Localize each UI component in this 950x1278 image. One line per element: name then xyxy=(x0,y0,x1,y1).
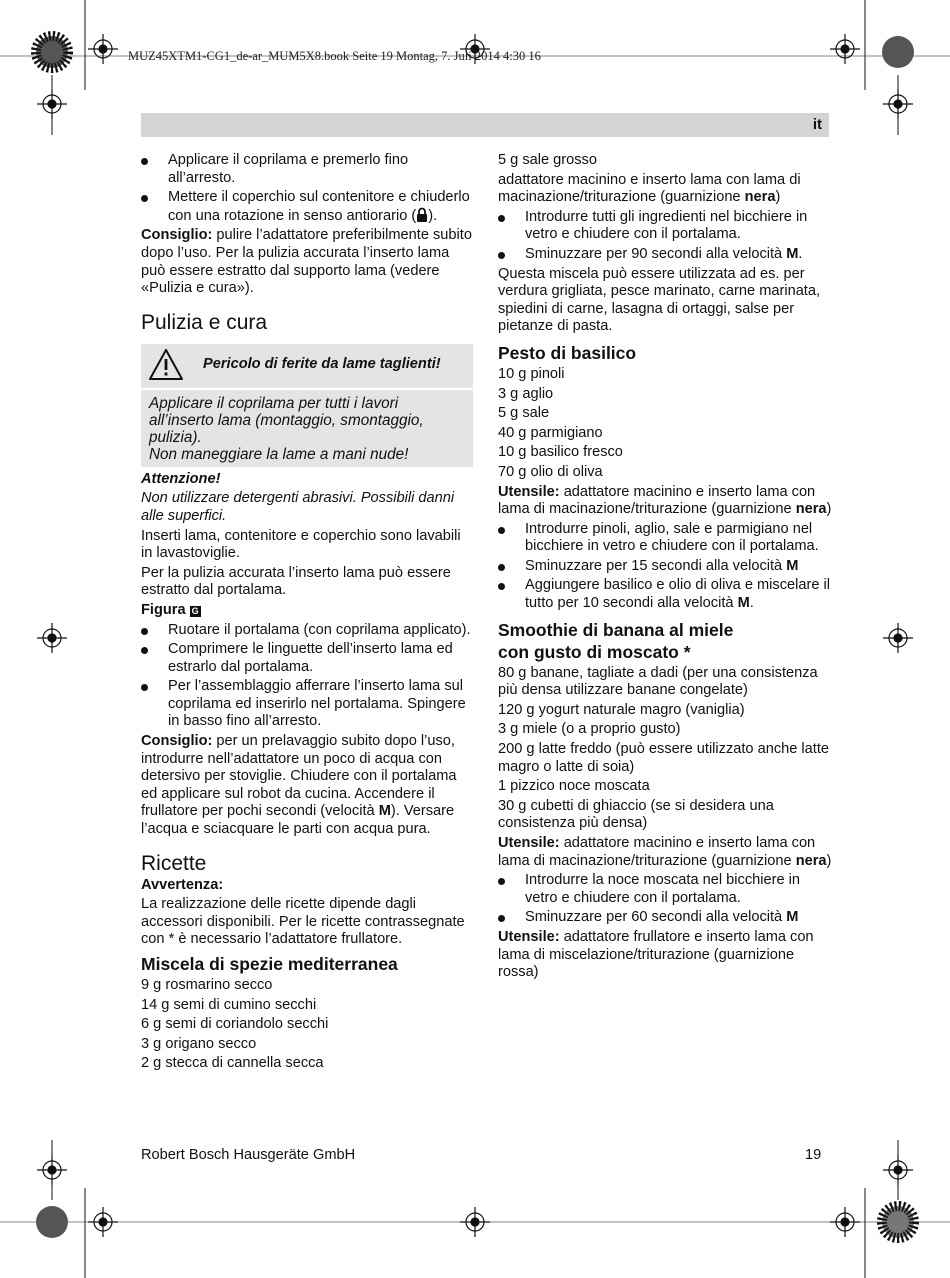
smoothie-steps xyxy=(498,872,832,927)
bullet-icon xyxy=(498,915,505,922)
ingredient-item: 120 g yogurt naturale magro (vaniglia) xyxy=(498,701,745,718)
tool-text: Utensile: adattatore macinino e inserto lama con lama di macinazione/triturazione (guarnizione nera) xyxy=(498,483,832,518)
ingredient-item: 10 g pinoli xyxy=(498,365,565,382)
ingredient-item: 3 g aglio xyxy=(498,385,554,402)
bullet-icon xyxy=(498,215,505,222)
lock-icon xyxy=(416,207,428,223)
list-item: Aggiungere basilico e olio di oliva e miscelare il tutto per 10 secondi alla velocità M. xyxy=(498,577,832,612)
ingredient-item: 5 g sale xyxy=(498,405,550,422)
recipe-heading-spice: Miscela di spezie mediterranea xyxy=(141,954,398,974)
ingredient-item: 30 g cubetti di ghiaccio (se si desidera una consistenza più densa) xyxy=(498,797,774,832)
ingredient-item: 10 g basilico fresco xyxy=(498,444,623,461)
figure-reference: Figura G xyxy=(141,601,199,618)
note-label: Avvertenza: xyxy=(141,876,224,893)
tool-text: adattatore macinino e inserto lama con lama di macinazione/triturazione (guarnizione nera) xyxy=(498,171,801,206)
pesto-steps xyxy=(498,521,832,613)
note-text: La realizzazione delle ricette dipende dagli accessori disponibili. Per le ricette contrassegnate con * è necessario l’adattatore frullatore. xyxy=(141,896,465,948)
ingredient-item: 70 g olio di oliva xyxy=(498,463,603,480)
footer-company: Robert Bosch Hausgeräte GmbH xyxy=(141,1147,356,1163)
list-item: Comprimere le linguette dell’inserto lama ed estrarlo dal portalama. xyxy=(141,641,473,676)
page-number: 19 xyxy=(805,1147,822,1163)
language-code: it xyxy=(812,116,822,133)
tip-paragraph: Consiglio: pulire l’adattatore preferibilmente subito dopo l’uso. Per la pulizia accurata l’inserto lama può essere estratto dal supporto lama (vedere «Pulizia e cura»). xyxy=(141,227,472,297)
attention-label: Attenzione! xyxy=(141,470,221,487)
warning-text: Non maneggiare la lame a mani nude! xyxy=(149,445,409,463)
figure-letter-badge: G xyxy=(191,605,199,616)
tool-text: Utensile: adattatore macinino e inserto lama con lama di macinazione/triturazione (guarnizione nera) xyxy=(498,835,832,869)
ingredient-item: 9 g rosmarino secco xyxy=(141,977,273,993)
list-item: Sminuzzare per 90 secondi alla velocità M. xyxy=(498,246,832,264)
figure-bullets xyxy=(141,622,473,732)
recipe-heading-smoothie: Smoothie di banana al miele con gusto di moscato * xyxy=(498,619,734,662)
tool-text: Utensile: adattatore frullatore e inserto lama con lama di miscelazione/triturazione (guarnizione rossa) xyxy=(498,928,814,981)
list-item: Sminuzzare per 60 secondi alla velocità M xyxy=(498,909,832,927)
attention-text: Non utilizzare detergenti abrasivi. Possibili danni alle superfici. xyxy=(141,490,455,524)
ingredient-item: 200 g latte freddo (può essere utilizzato anche latte magro o latte di soia) xyxy=(498,741,830,775)
list-item: Introdurre pinoli, aglio, sale e parmigiano nel bicchiere in vetro e chiudere con il portalama. xyxy=(498,521,832,556)
ingredient-item: 3 g miele (o a proprio gusto) xyxy=(498,721,681,738)
ingredient-item: 2 g stecca di cannella secca xyxy=(141,1055,324,1072)
section-heading-recipes: Ricette xyxy=(141,851,207,875)
bullet-icon xyxy=(141,195,148,202)
removal-text: Per la pulizia accurata l’inserto lama può essere estratto dal portalama. xyxy=(141,564,451,599)
bullet-icon xyxy=(498,878,505,885)
ingredient-item: 6 g semi di coriandolo secchi xyxy=(141,1016,329,1033)
list-item: Introdurre la noce moscata nel bicchiere in vetro e chiudere con il portalama. xyxy=(498,872,832,907)
list-item: Mettere il coperchio sul contenitore e chiuderlo con una rotazione in senso antiorario ( ). xyxy=(141,189,473,225)
list-item: Per l’assemblaggio afferrare l’inserto lama sul coprilama ed inserirlo nel portalama. Spingere in basso fino all’arresto. xyxy=(141,678,473,731)
warning-box xyxy=(141,344,473,467)
bullet-icon xyxy=(498,564,505,571)
ingredient-item: 3 g origano secco xyxy=(141,1035,257,1052)
list-item: Applicare il coprilama e premerlo fino all’arresto. xyxy=(141,152,473,187)
ingredient-item: 40 g parmigiano xyxy=(498,424,603,441)
bullet-icon xyxy=(498,527,505,534)
ingredient-item: 1 pizzico noce moscata xyxy=(498,778,650,795)
bullet-icon xyxy=(141,158,148,165)
print-file-info: MUZ45XTM1-CG1_de-ar_MUM5X8.book Seite 19 Montag, 7. Juli 2014 4:30 16 xyxy=(128,49,541,63)
bullet-icon xyxy=(498,252,505,259)
usage-text: Questa miscela può essere utilizzata ad es. per verdura grigliata, pesce marinato, carne marinata, spiedini di carne, lasagna di ortaggi, salse per pietanze di pasta. xyxy=(498,265,821,335)
language-bar xyxy=(141,113,829,137)
ingredient-item: 5 g sale grosso xyxy=(498,152,597,168)
ingredient-item: 14 g semi di cumino secchi xyxy=(141,996,317,1013)
warning-triangle-icon xyxy=(148,348,184,381)
bullet-icon xyxy=(141,647,148,654)
right-column xyxy=(498,152,832,984)
dishwasher-text: Inserti lama, contenitore e coperchio sono lavabili in lavastoviglie. xyxy=(141,527,461,562)
list-item: Ruotare il portalama (con coprilama applicato). xyxy=(141,622,473,640)
tip-paragraph: Consiglio: per un prelavaggio subito dopo l’uso, introdurre nell’adattatore un poco di acqua con detersivo per stoviglie. Chiudere con il portalama ed applicare sul robot da cucina. Accendere il frullatore per pochi secondi (velocità M). Versare l’acqua e sciacquare le parti con acqua pura. xyxy=(141,733,457,838)
bullet-icon xyxy=(141,628,148,635)
list-item: Introdurre tutti gli ingredienti nel bicchiere in vetro e chiudere con il portalama. xyxy=(498,209,832,244)
bullet-icon xyxy=(498,583,505,590)
section-heading-cleaning: Pulizia e cura xyxy=(141,310,268,334)
warning-title: Pericolo di ferite da lame taglienti! xyxy=(203,355,441,372)
recipe-heading-pesto: Pesto di basilico xyxy=(498,342,637,363)
intro-bullets xyxy=(141,152,473,225)
bullet-icon xyxy=(141,684,148,691)
left-column xyxy=(141,152,473,1075)
spice-steps xyxy=(498,209,832,264)
list-item: Sminuzzare per 15 secondi alla velocità M xyxy=(498,558,832,576)
ingredient-item: 80 g banane, tagliate a dadi (per una consistenza più densa utilizzare banane congelate) xyxy=(498,664,818,699)
warning-text: Applicare il coprilama per tutti i lavori all’inserto lama (montaggio, smontaggio, pulizia). xyxy=(149,394,424,446)
